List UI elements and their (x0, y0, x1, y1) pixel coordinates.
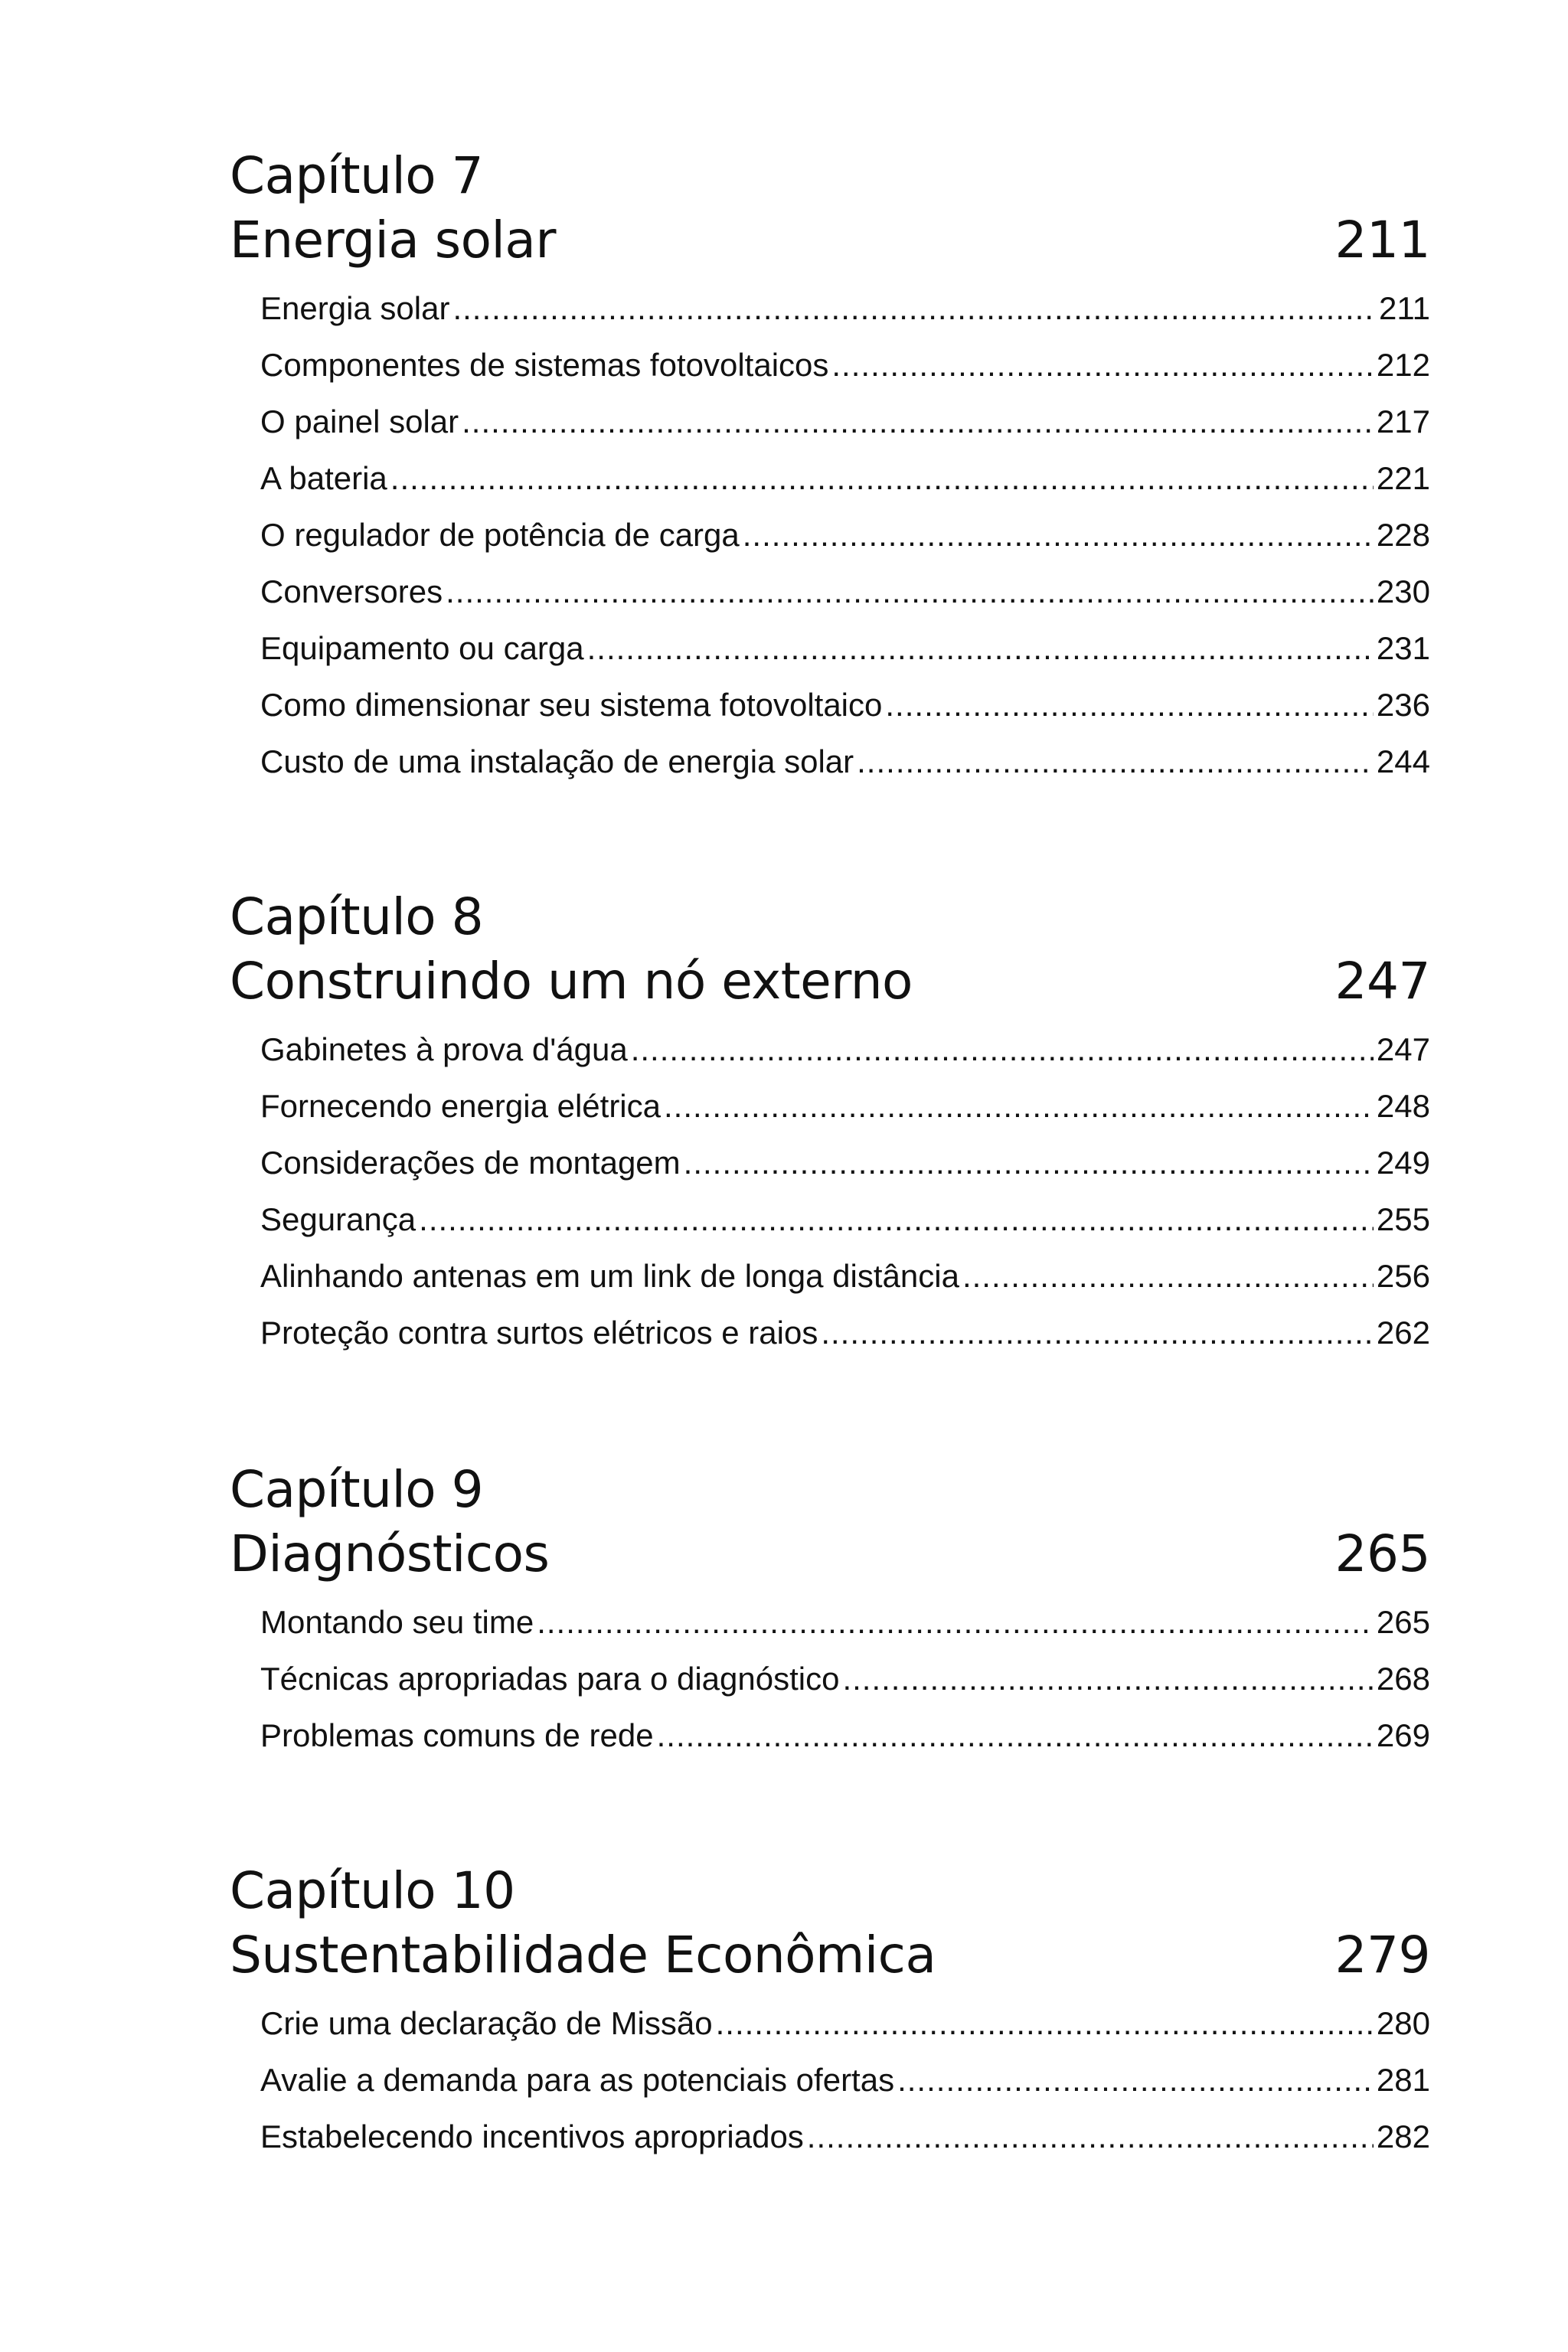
toc-entry-page: 236 (1376, 687, 1430, 723)
toc-entry[interactable] (260, 564, 1430, 620)
chapter-label: Capítulo 9 (230, 1460, 484, 1519)
toc-entry[interactable] (260, 1707, 1430, 1764)
toc-entry-title: O painel solar (260, 403, 459, 439)
dot-leader (537, 1594, 1374, 1651)
toc-entry-page: 231 (1376, 630, 1430, 666)
toc-entry-title: Considerações de montagem (260, 1145, 681, 1181)
dot-leader (631, 1021, 1374, 1078)
chapter-title: Energia solar (230, 211, 556, 270)
toc-entry[interactable] (260, 620, 1430, 677)
toc-entry-title: O regulador de potência de carga (260, 517, 740, 553)
chapter-page-number: 265 (1334, 1524, 1430, 1583)
toc-entry-page: 247 (1376, 1031, 1430, 1067)
dot-leader (664, 1078, 1374, 1135)
toc-entry[interactable] (260, 733, 1430, 790)
dot-leader (587, 620, 1374, 677)
chapter-7 (230, 144, 1430, 790)
dot-leader (452, 280, 1376, 337)
toc-entry-title: Segurança (260, 1201, 416, 1237)
dot-leader (684, 1135, 1374, 1191)
toc-entry-page: 281 (1376, 2062, 1430, 2098)
dot-leader (885, 677, 1374, 733)
toc-entry[interactable] (260, 280, 1430, 337)
toc-entry-title: Conversores (260, 573, 443, 609)
toc-entry-title: Fornecendo energia elétrica (260, 1088, 661, 1124)
chapter-entries (230, 1021, 1430, 1361)
toc-entry-page: 248 (1376, 1088, 1430, 1124)
chapter-entries (230, 1594, 1430, 1764)
toc-entry-page: 262 (1376, 1315, 1430, 1351)
toc-entry[interactable] (260, 1135, 1430, 1191)
toc-entry[interactable] (260, 1995, 1430, 2052)
chapter-9 (230, 1458, 1430, 1764)
toc-entry-page: 282 (1376, 2118, 1430, 2154)
toc-entry-page: 265 (1376, 1604, 1430, 1640)
toc-entry[interactable] (260, 677, 1430, 733)
dot-leader (807, 2109, 1374, 2165)
toc-entry-title: Custo de uma instalação de energia solar (260, 743, 854, 779)
toc-entry-page: 230 (1376, 573, 1430, 609)
toc-entry-title: Gabinetes à prova d'água (260, 1031, 628, 1067)
chapter-label: Capítulo 8 (230, 887, 484, 946)
toc-entry-page: 255 (1376, 1201, 1430, 1237)
toc-entry-page: 212 (1376, 347, 1430, 383)
toc-entry-title: Técnicas apropriadas para o diagnóstico (260, 1661, 840, 1697)
chapter-heading (230, 1923, 1430, 1988)
dot-leader (897, 2052, 1374, 2109)
chapter-10 (230, 1859, 1430, 2165)
toc-entry[interactable] (260, 394, 1430, 450)
toc-entry-title: Montando seu time (260, 1604, 534, 1640)
dot-leader (962, 1248, 1374, 1305)
toc-entry-page: 244 (1376, 743, 1430, 779)
chapter-label: Capítulo 10 (230, 1861, 515, 1920)
toc-entry[interactable] (260, 2109, 1430, 2165)
toc-entry-page: 217 (1376, 403, 1430, 439)
toc-entry-title: Crie uma declaração de Missão (260, 2005, 713, 2041)
chapter-entries (230, 1995, 1430, 2165)
toc-entry-title: Avalie a demanda para as potenciais ofertas (260, 2062, 895, 2098)
chapter-page-number: 279 (1334, 1926, 1430, 1984)
dot-leader (842, 1651, 1373, 1707)
toc-entry[interactable] (260, 450, 1430, 507)
chapter-entries (230, 280, 1430, 790)
toc-entry-title: Proteção contra surtos elétricos e raios (260, 1315, 818, 1351)
toc-entry[interactable] (260, 337, 1430, 394)
toc-entry[interactable] (260, 507, 1430, 564)
chapter-label: Capítulo 7 (230, 146, 484, 205)
toc-entry[interactable] (260, 1078, 1430, 1135)
toc-entry[interactable] (260, 1248, 1430, 1305)
chapter-heading (230, 208, 1430, 273)
toc-entry-title: A bateria (260, 460, 387, 496)
chapter-heading (230, 1522, 1430, 1586)
toc-entry[interactable] (260, 1021, 1430, 1078)
toc-entry-page: 269 (1376, 1717, 1430, 1753)
toc-entry[interactable] (260, 1305, 1430, 1361)
chapter-title: Diagnósticos (230, 1524, 550, 1583)
chapter-heading (230, 949, 1430, 1014)
toc-entry-title: Componentes de sistemas fotovoltaicos (260, 347, 829, 383)
dot-leader (657, 1707, 1374, 1764)
dot-leader (857, 733, 1374, 790)
dot-leader (821, 1305, 1374, 1361)
toc-entry[interactable] (260, 2052, 1430, 2109)
toc-entry-title: Energia solar (260, 290, 450, 326)
dot-leader (419, 1191, 1374, 1248)
dot-leader (446, 564, 1374, 620)
chapter-title: Sustentabilidade Econômica (230, 1926, 936, 1984)
toc-entry-page: 228 (1376, 517, 1430, 553)
chapter-page-number: 247 (1334, 952, 1430, 1011)
toc-entry-page: 211 (1379, 290, 1430, 326)
chapter-8 (230, 885, 1430, 1361)
toc-entry-title: Alinhando antenas em um link de longa distância (260, 1258, 959, 1294)
dot-leader (462, 394, 1374, 450)
dot-leader (743, 507, 1374, 564)
toc-entry[interactable] (260, 1651, 1430, 1707)
dot-leader (831, 337, 1374, 394)
chapter-title: Construindo um nó externo (230, 952, 913, 1011)
toc-entry-page: 249 (1376, 1145, 1430, 1181)
dot-leader (390, 450, 1374, 507)
toc-entry-page: 268 (1376, 1661, 1430, 1697)
toc-entry-title: Como dimensionar seu sistema fotovoltaico (260, 687, 883, 723)
dot-leader (716, 1995, 1374, 2052)
toc-entry[interactable] (260, 1191, 1430, 1248)
toc-entry-title: Estabelecendo incentivos apropriados (260, 2118, 804, 2154)
toc-entry[interactable] (260, 1594, 1430, 1651)
toc-entry-title: Problemas comuns de rede (260, 1717, 654, 1753)
toc-entry-page: 221 (1376, 460, 1430, 496)
toc-entry-page: 256 (1376, 1258, 1430, 1294)
toc-entry-title: Equipamento ou carga (260, 630, 584, 666)
toc-entry-page: 280 (1376, 2005, 1430, 2041)
chapter-page-number: 211 (1334, 211, 1430, 270)
